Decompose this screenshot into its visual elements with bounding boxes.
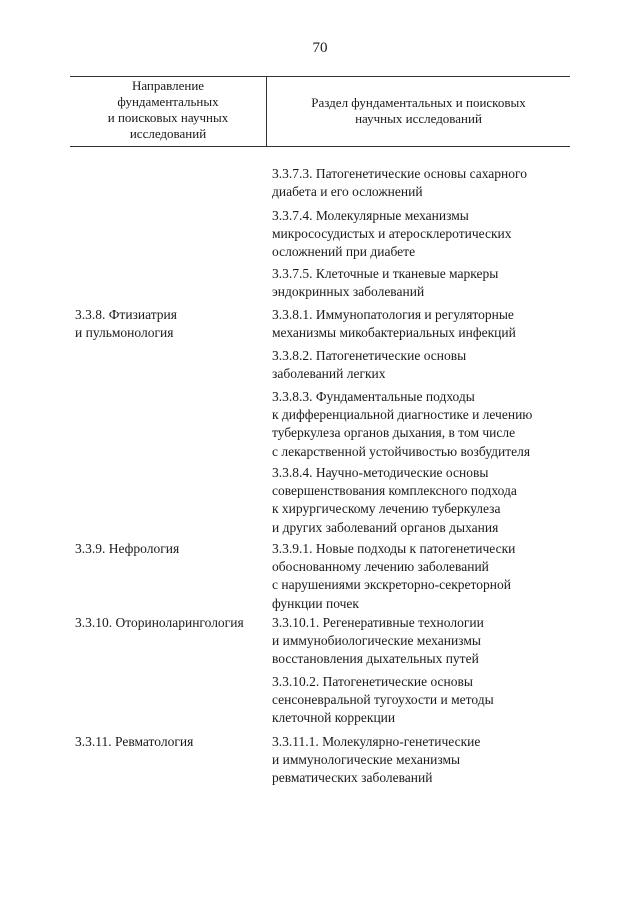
section-3-3-8-3: 3.3.8.3. Фундаментальные подходы к дифференциальной диагностике и лечению туберкулеза органов дыхания, в том числе с лекарственной устойчивостью возбудителя	[272, 389, 533, 459]
header-bottom-rule	[70, 146, 570, 147]
direction-3-3-8: 3.3.8. Фтизиатрия и пульмонология	[75, 307, 177, 341]
header-section: Раздел фундаментальных и поисковых научных исследований	[311, 95, 526, 126]
section-3-3-8-4: 3.3.8.4. Научно-методические основы совершенствования комплексного подхода к хирургическому лечению туберкулеза и других заболеваний органов дыхания	[272, 465, 517, 535]
header-direction: Направление фундаментальных и поисковых научных исследований	[107, 78, 229, 141]
page-number: 70	[312, 40, 328, 56]
section-3-3-8-1: 3.3.8.1. Иммунопатология и регуляторные механизмы микобактериальных инфекций	[272, 307, 516, 341]
section-3-3-8-2: 3.3.8.2. Патогенетические основы заболеваний легких	[272, 348, 467, 382]
section-3-3-9-1: 3.3.9.1. Новые подходы к патогенетически обоснованному лечению заболеваний с нарушениями экскреторно-секреторной функции почек	[272, 541, 516, 611]
direction-3-3-11: 3.3.11. Ревматология	[75, 734, 194, 749]
section-3-3-10-1: 3.3.10.1. Регенеративные технологии и иммунобиологические механизмы восстановления дыхательных путей	[272, 615, 484, 667]
table-top-rule	[70, 76, 570, 77]
section-3-3-7-5: 3.3.7.5. Клеточные и тканевые маркеры эндокринных заболеваний	[272, 266, 499, 300]
section-3-3-10-2: 3.3.10.2. Патогенетические основы сенсоневральной тугоухости и методы клеточной коррекции	[272, 674, 494, 726]
direction-3-3-9: 3.3.9. Нефрология	[75, 541, 180, 556]
section-3-3-7-3: 3.3.7.3. Патогенетические основы сахарного диабета и его осложнений	[272, 166, 527, 200]
section-3-3-11-1: 3.3.11.1. Молекулярно-генетические и иммунологические механизмы ревматических заболеваний	[272, 734, 481, 786]
section-3-3-7-4: 3.3.7.4. Молекулярные механизмы микрососудистых и атеросклеротических осложнений при диабете	[272, 208, 512, 260]
direction-3-3-10: 3.3.10. Оториноларингология	[75, 615, 244, 630]
